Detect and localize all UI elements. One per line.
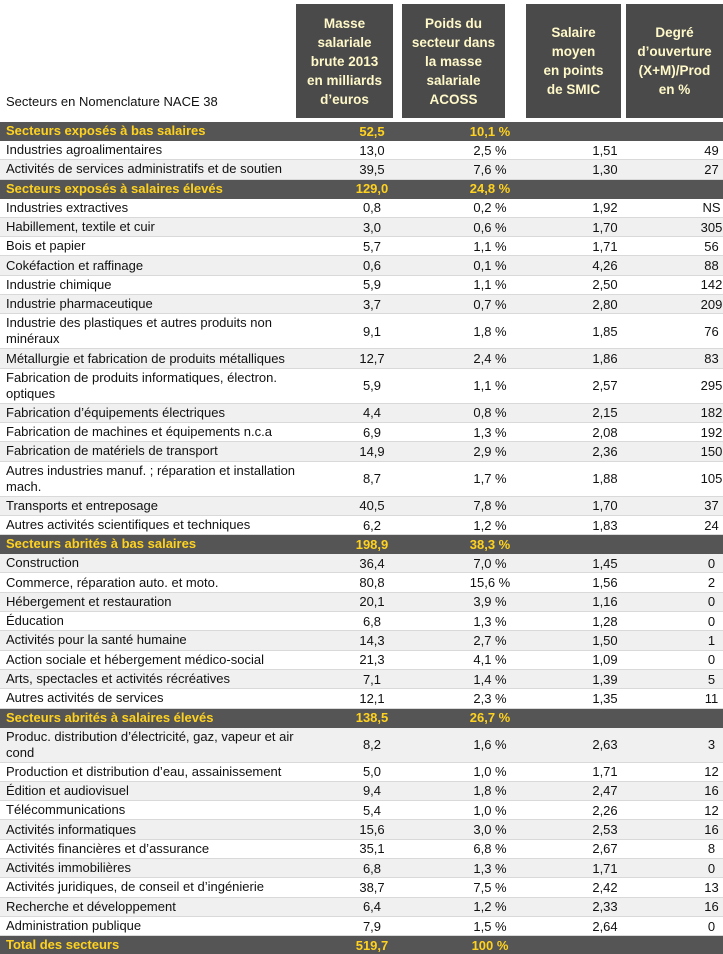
- row-label-text: Fabrication de matériels de transport: [6, 443, 218, 459]
- row-label-text: Industries extractives: [6, 199, 129, 215]
- row-label-text: Secteurs exposés à bas salaires: [6, 123, 206, 138]
- ouverture-cell: 5: [658, 669, 723, 688]
- masse-cell: 9,1: [316, 314, 428, 349]
- row-label: [0, 631, 316, 650]
- masse-cell: 5,9: [316, 368, 428, 403]
- row-label: [0, 916, 316, 935]
- salaire-cell: [552, 936, 658, 954]
- row-label-text: Recherche et développement: [6, 898, 176, 914]
- row-label-text: Industrie pharmaceutique: [6, 296, 153, 312]
- poids-cell: 10,1 %: [428, 122, 552, 141]
- masse-cell: 39,5: [316, 160, 428, 179]
- table-row: [0, 820, 723, 839]
- poids-cell: 6,8 %: [428, 839, 552, 858]
- ouverture-cell: 83: [658, 349, 723, 368]
- table-row: [0, 762, 723, 781]
- row-label: [0, 820, 316, 839]
- row-label: [0, 422, 316, 441]
- table-row: [0, 859, 723, 878]
- row-label: [0, 708, 316, 727]
- poids-cell: 1,3 %: [428, 612, 552, 631]
- masse-cell: 6,9: [316, 422, 428, 441]
- masse-cell: 15,6: [316, 820, 428, 839]
- salaire-cell: [552, 535, 658, 554]
- poids-cell: 2,4 %: [428, 349, 552, 368]
- salaire-cell: 2,67: [552, 839, 658, 858]
- poids-cell: 1,7 %: [428, 461, 552, 496]
- ouverture-cell: 150: [658, 442, 723, 461]
- table-row: [0, 554, 723, 573]
- ouverture-cell: 0: [658, 612, 723, 631]
- poids-cell: 4,1 %: [428, 650, 552, 669]
- salaire-cell: 2,57: [552, 368, 658, 403]
- row-label: [0, 275, 316, 294]
- poids-cell: 1,4 %: [428, 669, 552, 688]
- row-label: [0, 403, 316, 422]
- poids-cell: 0,2 %: [428, 198, 552, 217]
- row-label: [0, 141, 316, 160]
- row-label-text: Secteurs exposés à salaires élevés: [6, 180, 223, 196]
- row-label: [0, 554, 316, 573]
- masse-cell: 7,9: [316, 916, 428, 935]
- salaire-cell: 2,33: [552, 897, 658, 916]
- salaire-cell: 1,70: [552, 217, 658, 236]
- salaire-cell: 1,71: [552, 237, 658, 256]
- poids-cell: 1,0 %: [428, 801, 552, 820]
- masse-cell: 21,3: [316, 650, 428, 669]
- poids-cell: 1,8 %: [428, 781, 552, 800]
- poids-cell: 0,1 %: [428, 256, 552, 275]
- poids-cell: 1,6 %: [428, 727, 552, 762]
- row-label: [0, 781, 316, 800]
- poids-cell: 1,2 %: [428, 515, 552, 534]
- row-label-text: Activités de services administratifs et de soutien: [6, 161, 283, 177]
- data-table: [0, 122, 723, 954]
- salaire-cell: 1,71: [552, 762, 658, 781]
- row-label-text: Bois et papier: [6, 238, 86, 254]
- row-label: [0, 160, 316, 179]
- section-row: [0, 535, 723, 554]
- salaire-cell: 1,35: [552, 689, 658, 708]
- salaire-cell: [552, 179, 658, 198]
- table-header: [0, 0, 723, 122]
- table-row: [0, 198, 723, 217]
- ouverture-cell: 182: [658, 403, 723, 422]
- poids-cell: 1,1 %: [428, 237, 552, 256]
- poids-cell: 1,2 %: [428, 897, 552, 916]
- row-label-text: Arts, spectacles et activités récréatives: [6, 671, 230, 687]
- poids-cell: 7,5 %: [428, 878, 552, 897]
- row-label: [0, 839, 316, 858]
- masse-cell: 138,5: [316, 708, 428, 727]
- salaire-cell: 1,09: [552, 650, 658, 669]
- row-label-text: Fabrication de machines et équipements n.c.a: [6, 424, 272, 440]
- ouverture-cell: 295: [658, 368, 723, 403]
- ouverture-cell: 24: [658, 515, 723, 534]
- masse-cell: 80,8: [316, 573, 428, 592]
- table-body: [0, 122, 723, 954]
- poids-cell: 1,5 %: [428, 916, 552, 935]
- row-label-text: Activités immobilières: [6, 860, 131, 876]
- poids-cell: 1,1 %: [428, 368, 552, 403]
- ouverture-cell: 12: [658, 762, 723, 781]
- masse-cell: 6,2: [316, 515, 428, 534]
- table-row: [0, 592, 723, 611]
- table-row: [0, 916, 723, 935]
- salaire-cell: 1,16: [552, 592, 658, 611]
- poids-cell: 2,9 %: [428, 442, 552, 461]
- masse-cell: 38,7: [316, 878, 428, 897]
- row-label: [0, 650, 316, 669]
- row-label: [0, 689, 316, 708]
- row-label: [0, 461, 316, 496]
- masse-cell: 13,0: [316, 141, 428, 160]
- row-label-text: Fabrication d’équipements électriques: [6, 404, 225, 420]
- row-label-text: Production et distribution d’eau, assainissement: [6, 763, 282, 779]
- row-label-text: Secteurs abrités à salaires élevés: [6, 709, 214, 725]
- ouverture-cell: 0: [658, 592, 723, 611]
- row-label-text: Activités pour la santé humaine: [6, 632, 187, 648]
- row-label: [0, 727, 316, 762]
- poids-cell: 3,9 %: [428, 592, 552, 611]
- row-label-text: Autres activités scientifiques et techniques: [6, 517, 251, 532]
- row-label: [0, 256, 316, 275]
- salaire-cell: 1,51: [552, 141, 658, 160]
- table-row: [0, 422, 723, 441]
- ouverture-cell: 27: [658, 160, 723, 179]
- row-label-text: Industries agroalimentaires: [6, 142, 163, 158]
- row-label-text: Éducation: [6, 613, 64, 629]
- row-label: [0, 237, 316, 256]
- salaire-cell: 2,53: [552, 820, 658, 839]
- table-row: [0, 160, 723, 179]
- poids-cell: 1,3 %: [428, 859, 552, 878]
- masse-cell: 8,2: [316, 727, 428, 762]
- table-row: [0, 217, 723, 236]
- salaire-cell: 2,42: [552, 878, 658, 897]
- row-label-text: Métallurgie et fabrication de produits métalliques: [6, 350, 285, 366]
- poids-cell: 2,3 %: [428, 689, 552, 708]
- masse-cell: 3,7: [316, 295, 428, 314]
- row-label-text: Activités juridiques, de conseil et d’ingénierie: [6, 879, 264, 895]
- table-row: [0, 256, 723, 275]
- table-row: [0, 781, 723, 800]
- row-label-text: Édition et audiovisuel: [6, 782, 129, 798]
- section-row: [0, 179, 723, 198]
- column-header-salaire: Salaire moyen en points de SMIC: [526, 4, 621, 118]
- salaire-cell: 1,50: [552, 631, 658, 650]
- row-label-text: Cokéfaction et raffinage: [6, 257, 144, 273]
- poids-cell: 1,8 %: [428, 314, 552, 349]
- masse-cell: 52,5: [316, 122, 428, 141]
- ouverture-cell: 3: [658, 727, 723, 762]
- table-row: [0, 573, 723, 592]
- table-row: [0, 461, 723, 496]
- salaire-cell: 2,63: [552, 727, 658, 762]
- column-header-ouverture: Degré d’ouverture (X+M)/Prod en %: [626, 4, 723, 118]
- masse-cell: 0,8: [316, 198, 428, 217]
- masse-cell: 3,0: [316, 217, 428, 236]
- row-label: [0, 442, 316, 461]
- table-row: [0, 349, 723, 368]
- row-label: [0, 314, 316, 349]
- row-label-text: Total des secteurs: [6, 937, 120, 953]
- ouverture-cell: 16: [658, 781, 723, 800]
- salaire-cell: [552, 122, 658, 141]
- salaire-cell: 2,08: [552, 422, 658, 441]
- salaire-cell: 1,28: [552, 612, 658, 631]
- row-label: [0, 936, 316, 954]
- column-header-poids: Poids du secteur dans la masse salariale ACOSS: [402, 4, 505, 118]
- masse-cell: 40,5: [316, 496, 428, 515]
- salaire-cell: 1,88: [552, 461, 658, 496]
- ouverture-cell: 2: [658, 573, 723, 592]
- row-label-text: Produc. distribution d’électricité, gaz, vapeur et air cond: [6, 728, 294, 760]
- salaire-cell: 2,47: [552, 781, 658, 800]
- table-row: [0, 141, 723, 160]
- row-label: [0, 198, 316, 217]
- row-label: [0, 368, 316, 403]
- poids-cell: 15,6 %: [428, 573, 552, 592]
- row-label-text: Industrie chimique: [6, 276, 112, 292]
- poids-cell: 7,8 %: [428, 496, 552, 515]
- poids-cell: 24,8 %: [428, 179, 552, 198]
- salaire-cell: 1,83: [552, 515, 658, 534]
- masse-cell: 14,3: [316, 631, 428, 650]
- poids-cell: 0,7 %: [428, 295, 552, 314]
- table-row: [0, 878, 723, 897]
- ouverture-cell: 142: [658, 275, 723, 294]
- masse-cell: 20,1: [316, 592, 428, 611]
- ouverture-cell: 13: [658, 878, 723, 897]
- row-label-text: Activités informatiques: [6, 821, 137, 837]
- salaire-cell: 1,71: [552, 859, 658, 878]
- table-row: [0, 237, 723, 256]
- row-label: [0, 897, 316, 916]
- masse-cell: 14,9: [316, 442, 428, 461]
- table-row: [0, 442, 723, 461]
- masse-cell: 129,0: [316, 179, 428, 198]
- ouverture-cell: 0: [658, 916, 723, 935]
- salaire-cell: 2,80: [552, 295, 658, 314]
- ouverture-cell: 1: [658, 631, 723, 650]
- row-label: [0, 762, 316, 781]
- table-row: [0, 650, 723, 669]
- row-label-text: Construction: [6, 555, 79, 571]
- salaire-cell: 2,26: [552, 801, 658, 820]
- masse-cell: 4,4: [316, 403, 428, 422]
- row-label: [0, 496, 316, 515]
- ouverture-cell: 105: [658, 461, 723, 496]
- table-row: [0, 515, 723, 534]
- salaire-cell: 1,86: [552, 349, 658, 368]
- row-label-text: Secteurs abrités à bas salaires: [6, 536, 197, 552]
- masse-cell: 8,7: [316, 461, 428, 496]
- row-label-text: Télécommunications: [6, 802, 126, 818]
- row-label: [0, 878, 316, 897]
- masse-cell: 35,1: [316, 839, 428, 858]
- salaire-cell: 2,64: [552, 916, 658, 935]
- masse-cell: 519,7: [316, 936, 428, 954]
- table-row: [0, 496, 723, 515]
- row-label-text: Industrie des plastiques et autres produits non minéraux: [6, 315, 272, 347]
- ouverture-cell: 37: [658, 496, 723, 515]
- masse-cell: 7,1: [316, 669, 428, 688]
- row-label-text: Autres activités de services: [6, 690, 164, 706]
- ouverture-cell: [658, 936, 723, 954]
- masse-cell: 5,0: [316, 762, 428, 781]
- ouverture-cell: 11: [658, 689, 723, 708]
- row-label-text: Habillement, textile et cuir: [6, 219, 155, 235]
- ouverture-cell: 0: [658, 859, 723, 878]
- masse-cell: 198,9: [316, 535, 428, 554]
- table-row: [0, 669, 723, 688]
- row-label-text: Commerce, réparation auto. et moto.: [6, 574, 219, 590]
- ouverture-cell: 88: [658, 256, 723, 275]
- row-label: [0, 295, 316, 314]
- salaire-cell: 1,30: [552, 160, 658, 179]
- section-row: [0, 122, 723, 141]
- table-row: [0, 275, 723, 294]
- poids-cell: 2,5 %: [428, 141, 552, 160]
- row-label: [0, 612, 316, 631]
- poids-cell: 7,0 %: [428, 554, 552, 573]
- masse-cell: 6,8: [316, 859, 428, 878]
- ouverture-cell: 0: [658, 650, 723, 669]
- ouverture-cell: [658, 708, 723, 727]
- ouverture-cell: 12: [658, 801, 723, 820]
- ouverture-cell: 192: [658, 422, 723, 441]
- row-label-text: Action sociale et hébergement médico-social: [6, 651, 264, 667]
- row-label-text: Autres industries manuf. ; réparation et installation mach.: [6, 462, 296, 494]
- ouverture-cell: 305: [658, 217, 723, 236]
- ouverture-cell: 49: [658, 141, 723, 160]
- poids-cell: 1,0 %: [428, 762, 552, 781]
- row-label-text: Hébergement et restauration: [6, 593, 172, 609]
- ouverture-cell: [658, 122, 723, 141]
- row-label-text: Administration publique: [6, 918, 142, 934]
- poids-cell: 0,6 %: [428, 217, 552, 236]
- ouverture-cell: [658, 535, 723, 554]
- masse-cell: 9,4: [316, 781, 428, 800]
- ouverture-cell: 209: [658, 295, 723, 314]
- ouverture-cell: 16: [658, 897, 723, 916]
- salaire-cell: 1,92: [552, 198, 658, 217]
- row-label: [0, 217, 316, 236]
- row-header-label: Secteurs en Nomenclature NACE 38: [6, 94, 218, 109]
- table-row: [0, 295, 723, 314]
- row-label: [0, 573, 316, 592]
- table-row: [0, 727, 723, 762]
- masse-cell: 6,4: [316, 897, 428, 916]
- row-label: [0, 122, 316, 141]
- table-row: [0, 314, 723, 349]
- ouverture-cell: 16: [658, 820, 723, 839]
- salaire-cell: 1,70: [552, 496, 658, 515]
- poids-cell: 3,0 %: [428, 820, 552, 839]
- poids-cell: 1,3 %: [428, 422, 552, 441]
- table-row: [0, 631, 723, 650]
- ouverture-cell: [658, 179, 723, 198]
- table-row: [0, 689, 723, 708]
- salaire-cell: 4,26: [552, 256, 658, 275]
- section-row: [0, 708, 723, 727]
- table-row: [0, 368, 723, 403]
- masse-cell: 12,1: [316, 689, 428, 708]
- ouverture-cell: NS: [658, 198, 723, 217]
- table-row: [0, 897, 723, 916]
- table-row: [0, 403, 723, 422]
- row-label-text: Fabrication de produits informatiques, électron. optiques: [6, 369, 277, 401]
- row-label: [0, 515, 316, 534]
- salaire-cell: 1,45: [552, 554, 658, 573]
- poids-cell: 1,1 %: [428, 275, 552, 294]
- row-label: [0, 669, 316, 688]
- row-label: [0, 801, 316, 820]
- poids-cell: 100 %: [428, 936, 552, 954]
- salaire-cell: 2,15: [552, 403, 658, 422]
- row-label: [0, 349, 316, 368]
- salaire-cell: 2,50: [552, 275, 658, 294]
- row-label: [0, 179, 316, 198]
- ouverture-cell: 76: [658, 314, 723, 349]
- salaire-cell: 2,36: [552, 442, 658, 461]
- table-row: [0, 801, 723, 820]
- salaire-cell: 1,56: [552, 573, 658, 592]
- masse-cell: 5,9: [316, 275, 428, 294]
- column-header-masse: Masse salariale brute 2013 en milliards d’euros: [296, 4, 393, 118]
- poids-cell: 38,3 %: [428, 535, 552, 554]
- poids-cell: 7,6 %: [428, 160, 552, 179]
- masse-cell: 0,6: [316, 256, 428, 275]
- poids-cell: 26,7 %: [428, 708, 552, 727]
- row-label: [0, 859, 316, 878]
- total-row: [0, 936, 723, 954]
- salaire-cell: 1,39: [552, 669, 658, 688]
- masse-cell: 5,7: [316, 237, 428, 256]
- ouverture-cell: 0: [658, 554, 723, 573]
- masse-cell: 36,4: [316, 554, 428, 573]
- masse-cell: 6,8: [316, 612, 428, 631]
- salaire-cell: [552, 708, 658, 727]
- table-row: [0, 612, 723, 631]
- masse-cell: 5,4: [316, 801, 428, 820]
- salaire-cell: 1,85: [552, 314, 658, 349]
- ouverture-cell: 8: [658, 839, 723, 858]
- ouverture-cell: 56: [658, 237, 723, 256]
- row-label: [0, 535, 316, 554]
- row-label-text: Transports et entreposage: [6, 497, 158, 513]
- row-label: [0, 592, 316, 611]
- table-row: [0, 839, 723, 858]
- masse-cell: 12,7: [316, 349, 428, 368]
- row-label-text: Activités financières et d’assurance: [6, 840, 210, 856]
- poids-cell: 0,8 %: [428, 403, 552, 422]
- poids-cell: 2,7 %: [428, 631, 552, 650]
